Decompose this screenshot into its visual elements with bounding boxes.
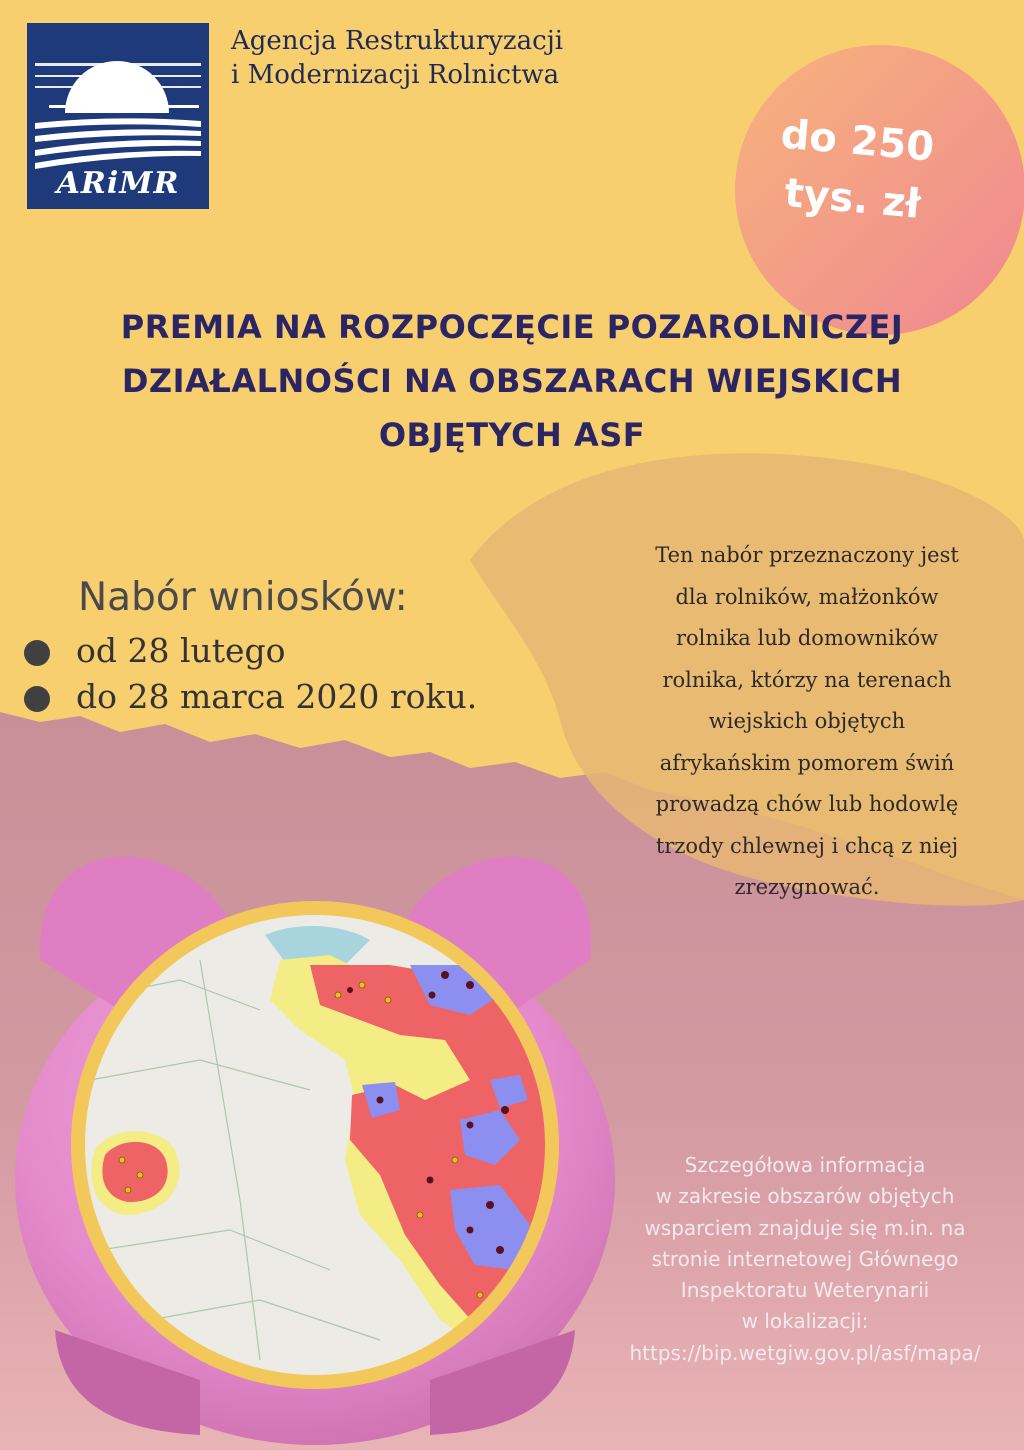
recruitment-dates [22, 628, 477, 720]
bullet-icon [24, 640, 50, 666]
info-line: w zakresie obszarów objętych [655, 1184, 955, 1209]
recruitment-end-date: do 28 marca 2020 roku. [76, 677, 478, 716]
poster-title-line-3: OBJĘTYCH ASF [378, 416, 646, 454]
poster-title-line-2: DZIAŁALNOŚCI NA OBSZARACH WIEJSKICH [121, 362, 903, 400]
bullet-icon [24, 686, 50, 712]
info-line: Inspektoratu Weterynarii [680, 1278, 930, 1303]
description-line: zrezygnować. [734, 875, 880, 899]
recruitment-heading: Nabór wniosków: [78, 575, 408, 620]
description-line: prowadzą chów lub hodowlę [655, 792, 959, 816]
recruitment-date-item [22, 628, 477, 674]
agency-name-line-2: i Modernizacji Rolnictwa [231, 60, 560, 90]
description-line: dla rolników, małżonków [675, 584, 939, 609]
logo-wordmark: ARiMR [56, 166, 180, 201]
arimr-logo [27, 23, 209, 209]
description-line: trzody chlewnej i chcą z niej [655, 833, 959, 858]
info-line: w lokalizacji: [741, 1309, 869, 1334]
info-line: wsparciem znajduje się m.in. na [644, 1215, 966, 1240]
amount-badge-line-2: tys. zł [782, 170, 923, 228]
eligibility-description [614, 535, 1000, 909]
description-line: Ten nabór przeznaczony jest [655, 543, 959, 567]
poster-title-line-1: PREMIA NA ROZPOCZĘCIE POZAROLNICZEJ [120, 308, 904, 346]
poster-title [40, 300, 984, 462]
amount-badge [735, 102, 974, 238]
description-line: rolnika lub domowników [675, 626, 939, 650]
recruitment-start-date: od 28 lutego [76, 631, 286, 670]
agency-name-line-1: Agencja Restrukturyzacji [231, 26, 564, 56]
info-url-link[interactable]: https://bip.wetgiw.gov.pl/asf/mapa/ [629, 1340, 981, 1365]
more-info-text [600, 1150, 1010, 1369]
description-line: wiejskich objętych [708, 709, 906, 733]
amount-badge-line-1: do 250 [779, 111, 937, 171]
info-line: stronie internetowej Głównego [651, 1246, 959, 1271]
description-line: rolnika, którzy na terenach [662, 667, 952, 692]
agency-name [231, 24, 563, 92]
description-line: afrykańskim pomorem świń [659, 750, 955, 775]
recruitment-date-item [22, 674, 477, 720]
info-line: Szczegółowa informacja [684, 1153, 926, 1177]
